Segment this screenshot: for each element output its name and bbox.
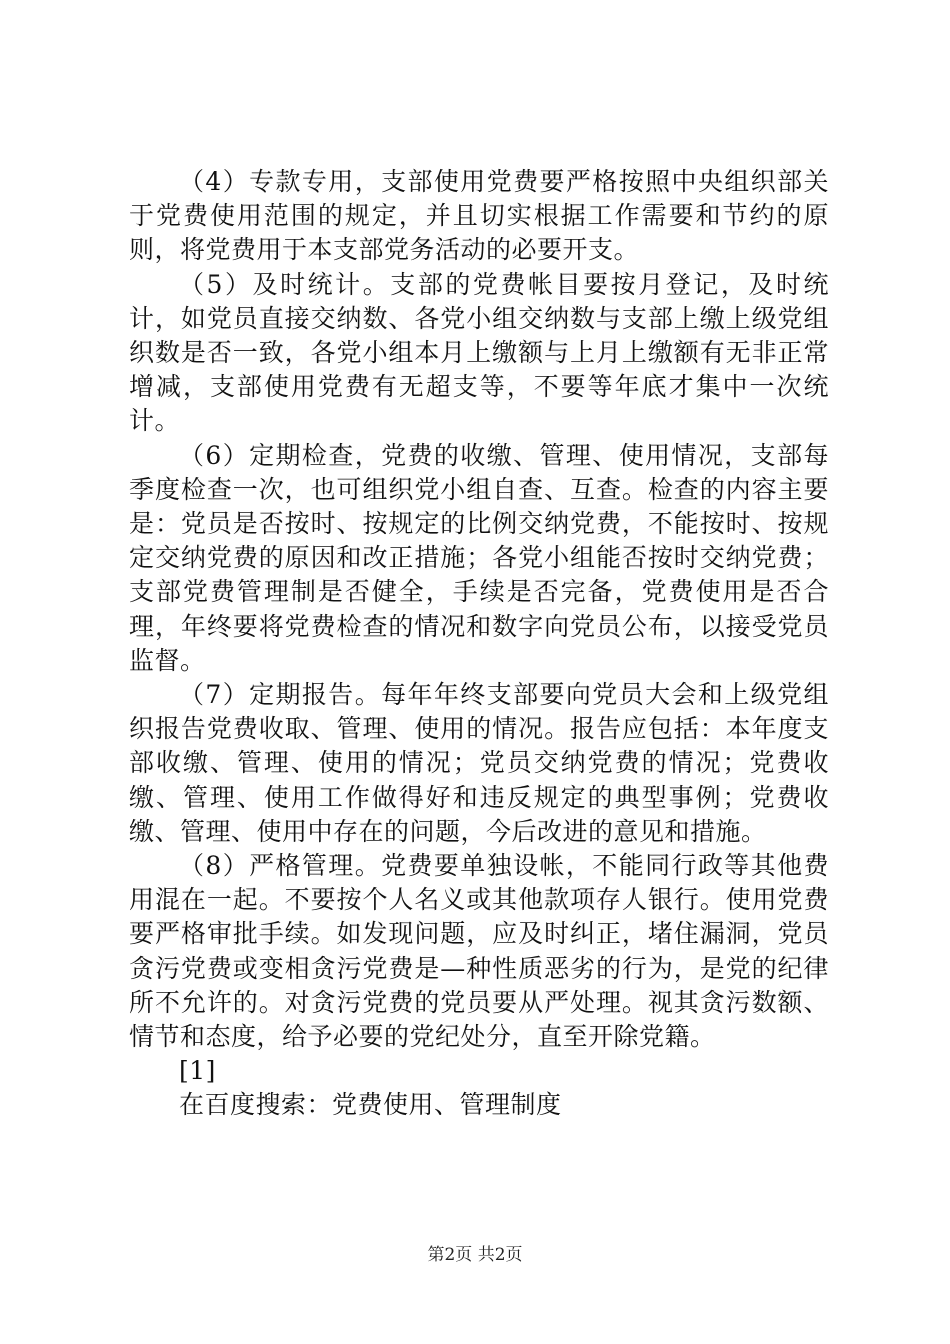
page-footer: 第2页 共2页 [427,1245,523,1265]
footnote-reference: [1] [179,1056,216,1086]
search-line: 在百度搜索：党费使用、管理制度 [179,1090,562,1120]
paragraph-item-8: （8）严格管理。党费要单独设帐，不能同行政等其他费用混在一起。不要按个人名义或其他款项存人银行。使用党费要严格审批手续。如发现问题，应及时纠正，堵住漏洞，党员贪污党费或变相贪污党费是—种性质恶劣的行为，是党的纪律所不允许的。对贪污党费的党员要从严处理。视其贪污数额、情节和态度，给予必要的党纪处分，直至开除党籍。 [129,851,829,1052]
paragraph-item-5: （5）及时统计。支部的党费帐目要按月登记，及时统计，如党员直接交纳数、各党小组交纳数与支部上缴上级党组织数是否一致，各党小组本月上缴额与上月上缴额有无非正常增减，支部使用党费有无超支等，不要等年底才集中一次统计。 [129,269,829,436]
paragraph-item-4: （4）专款专用，支部使用党费要严格按照中央组织部关于党费使用范围的规定，并且切实根据工作需要和节约的原则，将党费用于本支部党务活动的必要开支。 [129,167,829,265]
paragraph-item-7: （7）定期报告。每年年终支部要向党员大会和上级党组织报告党费收取、管理、使用的情况。报告应包括：本年度支部收缴、管理、使用的情况；党员交纳党费的情况；党费收缴、管理、使用工作做得好和违反规定的典型事例；党费收缴、管理、使用中存在的问题，今后改进的意见和措施。 [129,680,829,846]
paragraph-item-6: （6）定期检查，党费的收缴、管理、使用情况，支部每季度检查一次，也可组织党小组自查、互查。检查的内容主要是：党员是否按时、按规定的比例交纳党费，不能按时、按规定交纳党费的原因和改正措施；各党小组能否按时交纳党费；支部党费管理制是否健全，手续是否完备，党费使用是否合理，年终要将党费检查的情况和数字向党员公布，以接受党员监督。 [129,440,829,675]
document-body [129,165,829,1123]
